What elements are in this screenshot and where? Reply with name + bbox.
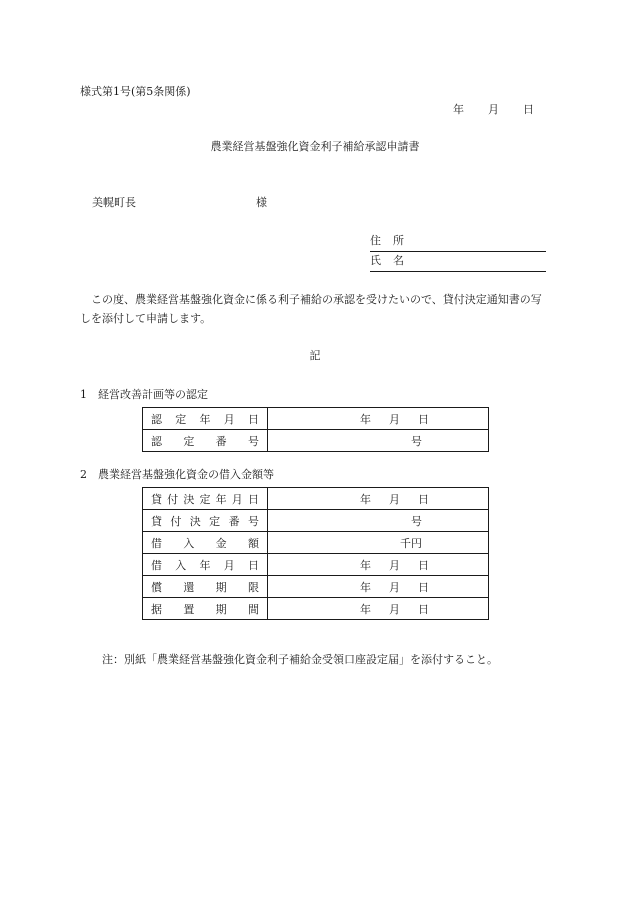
date-day-unit: 日 [418, 412, 429, 426]
recipient-name: 美幌町長 [92, 196, 136, 209]
table-row [143, 408, 489, 430]
section1-heading: 1 経営改善計画等の認定 [80, 388, 208, 401]
date-month-unit: 月 [389, 492, 400, 506]
date-month: 月 [488, 103, 499, 116]
label-char: 貸 [151, 492, 162, 506]
date-day-unit: 日 [418, 558, 429, 572]
date-year-unit: 年 [360, 412, 371, 426]
recipient-honorific: 様 [256, 196, 267, 209]
label-char: 月 [223, 412, 235, 426]
label-char: 日 [248, 558, 259, 572]
row-value-field[interactable] [268, 598, 489, 620]
row-label [143, 554, 268, 576]
table-row [143, 554, 489, 576]
date-year-unit: 年 [360, 492, 371, 506]
label-char: 置 [183, 602, 195, 616]
label-char: 金 [215, 536, 227, 550]
attachment-note: 注：別紙「農業経営基盤強化資金利子補給金受領口座設定届」を添付すること。 [102, 653, 498, 666]
table-row [143, 576, 489, 598]
label-char: 番 [228, 514, 240, 528]
label-char: 還 [183, 580, 195, 594]
row-label [143, 576, 268, 598]
label-char: 認 [151, 434, 162, 448]
date-year-unit: 年 [360, 580, 371, 594]
document-title: 農業経営基盤強化資金利子補給承認申請書 [210, 140, 420, 153]
date-value [268, 411, 488, 427]
label-char: 定 [199, 492, 211, 506]
row-label [143, 430, 268, 452]
label-char: 号 [247, 514, 259, 528]
row-label-text [143, 601, 267, 617]
address-field[interactable] [370, 232, 546, 252]
date-year: 年 [453, 103, 464, 116]
row-value-field[interactable] [268, 554, 489, 576]
row-label-text [143, 491, 267, 507]
date-day-unit: 日 [418, 492, 429, 506]
label-char: 号 [247, 434, 259, 448]
name-field[interactable] [370, 252, 546, 272]
row-value-field[interactable] [268, 408, 489, 430]
loan-table [142, 487, 489, 620]
body-paragraph: この度、農業経営基盤強化資金に係る利子補給の承認を受けたいので、貸付決定通知書の写しを添付して申請します。 [80, 293, 542, 325]
row-value-field[interactable] [268, 430, 489, 452]
row-label [143, 488, 268, 510]
label-char: 番 [215, 434, 227, 448]
row-label [143, 598, 268, 620]
label-char: 据 [151, 602, 162, 616]
table-row [143, 510, 489, 532]
row-label [143, 510, 268, 532]
unit-label: 千円 [400, 536, 422, 550]
label-char: 月 [231, 492, 243, 506]
application-date [453, 101, 534, 117]
table-row [143, 532, 489, 554]
row-label-text [143, 513, 267, 529]
label-char: 期 [215, 602, 227, 616]
date-value [268, 557, 488, 573]
label-char: 期 [215, 580, 227, 594]
name-label: 氏名 [370, 254, 416, 267]
label-char: 限 [247, 580, 259, 594]
label-char: 定 [183, 434, 195, 448]
date-year-unit: 年 [360, 602, 371, 616]
label-char: 認 [151, 412, 162, 426]
date-value [268, 579, 488, 595]
date-month-unit: 月 [389, 580, 400, 594]
table-row [143, 488, 489, 510]
row-value-field[interactable] [268, 576, 489, 598]
label-char: 月 [223, 558, 235, 572]
date-month-unit: 月 [389, 558, 400, 572]
label-char: 貸 [151, 514, 162, 528]
unit-label: 号 [411, 514, 422, 528]
row-value-field[interactable] [268, 532, 489, 554]
label-char: 決 [183, 492, 195, 506]
ki-heading: 記 [309, 349, 321, 362]
label-char: 額 [247, 536, 259, 550]
date-value [268, 491, 488, 507]
address-label: 住所 [370, 234, 416, 247]
label-char: 借 [151, 558, 162, 572]
label-char: 借 [151, 536, 162, 550]
label-char: 年 [199, 412, 211, 426]
row-label [143, 532, 268, 554]
label-char: 付 [167, 492, 179, 506]
label-char: 年 [215, 492, 227, 506]
date-month-unit: 月 [389, 412, 400, 426]
label-char: 定 [209, 514, 221, 528]
row-label-text [143, 433, 267, 449]
row-label-text [143, 535, 267, 551]
label-char: 入 [175, 558, 187, 572]
date-month-unit: 月 [389, 602, 400, 616]
date-day-unit: 日 [418, 602, 429, 616]
row-label-text [143, 579, 267, 595]
label-char: 間 [247, 602, 259, 616]
row-label [143, 408, 268, 430]
date-value [268, 601, 488, 617]
label-char: 日 [248, 412, 259, 426]
row-value-field[interactable] [268, 488, 489, 510]
table-row [143, 598, 489, 620]
row-value-field[interactable] [268, 510, 489, 532]
label-char: 定 [175, 412, 187, 426]
label-char: 決 [189, 514, 201, 528]
date-day: 日 [523, 103, 534, 116]
application-body [80, 290, 550, 328]
certification-table [142, 407, 489, 452]
section2-heading: 2 農業経営基盤強化資金の借入金額等 [80, 468, 274, 481]
date-year-unit: 年 [360, 558, 371, 572]
row-label-text [143, 557, 267, 573]
table-row [143, 430, 489, 452]
label-char: 付 [170, 514, 182, 528]
date-day-unit: 日 [418, 580, 429, 594]
unit-label: 号 [411, 434, 422, 448]
label-char: 日 [247, 492, 259, 506]
form-number: 様式第1号(第5条関係) [80, 85, 191, 98]
label-char: 償 [151, 580, 162, 594]
label-char: 年 [199, 558, 211, 572]
row-label-text [143, 411, 267, 427]
label-char: 入 [183, 536, 195, 550]
